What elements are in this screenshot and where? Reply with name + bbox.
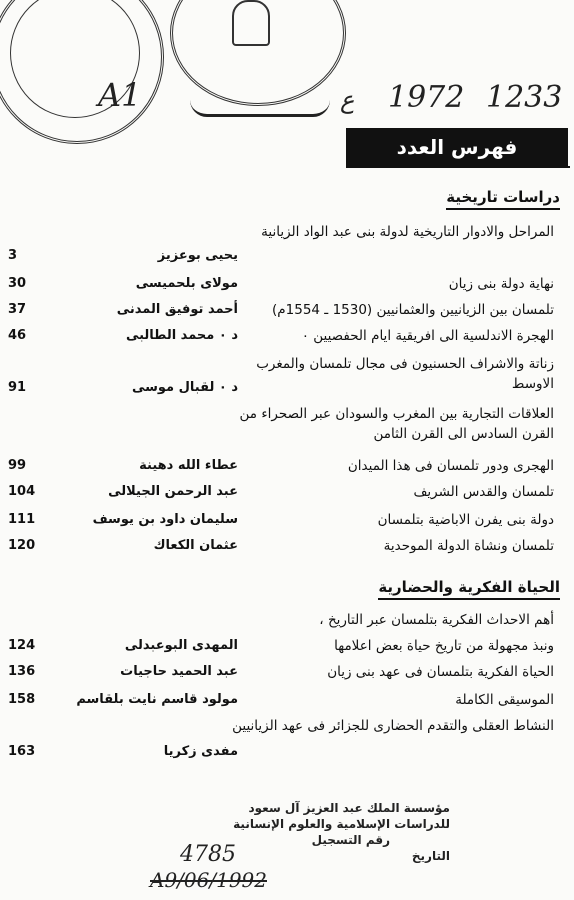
entry-page: 91 (8, 380, 27, 395)
entry-title: ونبذ مجهولة من تاريخ حياة بعض اعلامها (334, 638, 554, 654)
entry-title: الهجرى ودور تلمسان فى هذا الميدان (347, 458, 554, 474)
left-handwritten-mark: A1 (98, 76, 142, 114)
entry-page: 163 (8, 744, 36, 759)
entry-author: عبد الرحمن الجيلالى (108, 484, 238, 499)
entry-author: يحيى بوعزيز (157, 248, 238, 263)
entry-author: د ٠ محمد الطالبى (125, 328, 238, 343)
entry-page: 3 (8, 248, 18, 263)
entry-page: 37 (8, 302, 27, 317)
entry-page: 111 (8, 512, 36, 527)
entry-title: العلاقات التجارية بين المغرب والسودان عبر الصحراء من القرن السادس الى القرن الثامن (239, 406, 554, 442)
section-title-historical: دراسات تاريخية (446, 188, 560, 206)
entry-author: د ٠ لقبال موسى (131, 380, 238, 395)
entry-title: نهاية دولة بنى زيان (448, 276, 554, 292)
entry-page: 158 (8, 692, 36, 707)
entry-page: 30 (8, 276, 27, 291)
entry-title: الموسيقى الكاملة (455, 692, 554, 708)
entry-page: 104 (8, 484, 36, 499)
entry-author: مفدى زكريا (163, 744, 238, 759)
entry-page: 136 (8, 664, 36, 679)
seal-emblem-icon (232, 0, 270, 46)
header-rule (346, 166, 570, 168)
entry-title: زناتة والاشراف الحسنيون فى مجال تلمسان والمغرب الاوسط (256, 356, 554, 392)
stamp-line: للدراسات الإسلامية والعلوم الإنسانية (233, 817, 450, 831)
stamp-line: مؤسسة الملك عبد العزيز آل سعود (248, 801, 450, 815)
entry-title: تلمسان ونشاة الدولة الموحدية (383, 538, 554, 554)
stamp-line: رقم التسجيل (311, 833, 390, 847)
entry-author: مولاى بلحميسى (135, 276, 238, 291)
entry-page: 99 (8, 458, 27, 473)
entry-title: الهجرة الاندلسية الى افريقية ايام الحفصيين ٠ (301, 328, 554, 344)
entry-title: تلمسان بين الزيانيين والعثمانيين (1530 ـ 1554م) (272, 302, 554, 318)
stamp-line: التاريخ (411, 849, 450, 863)
contents-header: فهرس العدد (346, 128, 568, 166)
entry-author: مولود قاسم نايت بلقاسم (76, 692, 238, 707)
date-hand-mark: ع (340, 86, 355, 114)
entry-author: أحمد توفيق المدنى (116, 302, 238, 317)
entry-author: سليمان داود بن يوسف (92, 512, 238, 527)
section-title-intellectual: الحياة الفكرية والحضارية (378, 578, 560, 596)
stamp-date: A9/06/1992 (150, 868, 267, 892)
entry-title: دولة بنى يفرن الاباضية بتلمسان (377, 512, 554, 528)
entry-title: أهم الاحداث الفكرية بتلمسان عبر التاريخ ، (319, 612, 554, 628)
entry-page: 120 (8, 538, 36, 553)
entry-author: عبد الحميد حاجيات (120, 664, 238, 679)
entry-title: الحياة الفكرية بتلمسان فى عهد بنى زيان (327, 664, 554, 680)
entry-page: 124 (8, 638, 36, 653)
entry-author: عطاء الله دهينة (139, 458, 238, 473)
entry-author: عثمان الكعاك (153, 538, 238, 553)
entry-title: المراحل والادوار التاريخية لدولة بنى عبد الواد الزيانية (261, 224, 554, 240)
stamp-registration-number: 4785 (180, 842, 236, 867)
handwritten-scribble (190, 100, 330, 117)
number-mark: 1233 (486, 80, 563, 115)
entry-title: تلمسان والقدس الشريف (413, 484, 554, 500)
entry-author: المهدى البوعبدلى (124, 638, 238, 653)
entry-page: 46 (8, 328, 27, 343)
entry-title: النشاط العقلى والتقدم الحضارى للجزائر فى عهد الزيانيين (232, 718, 554, 734)
year-mark: 1972 (388, 80, 465, 115)
